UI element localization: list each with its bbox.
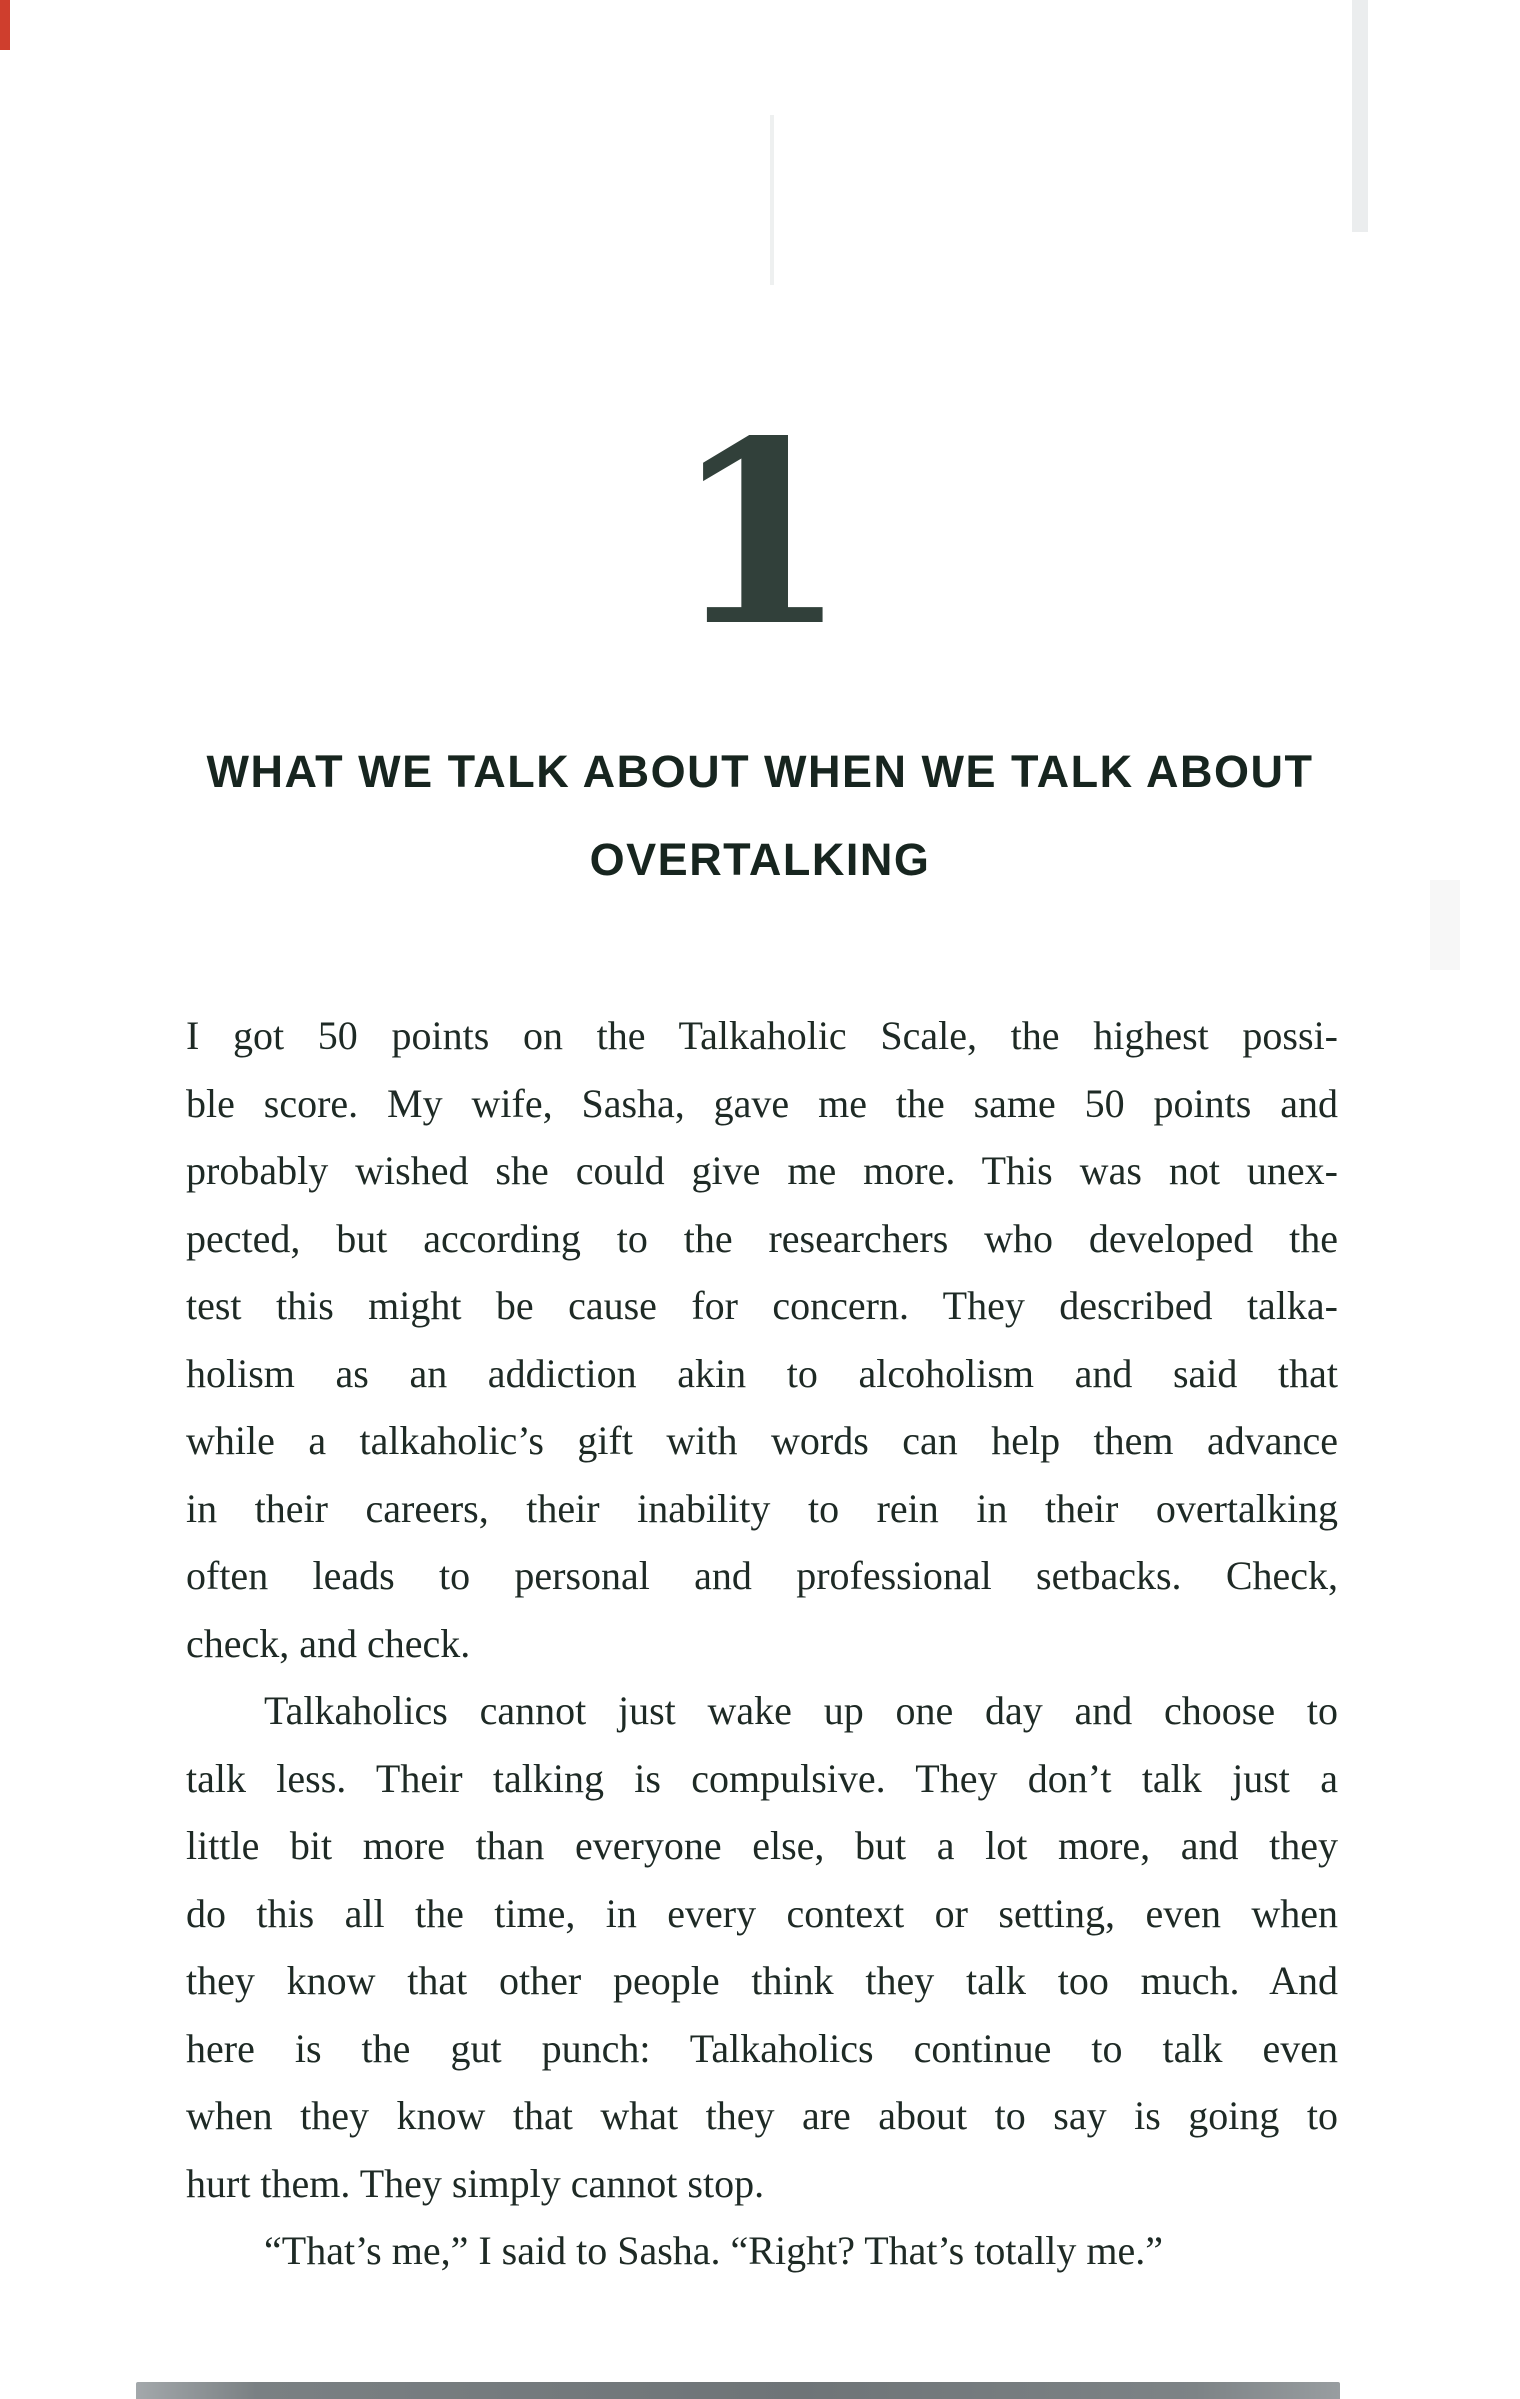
text-line: pected, but according to the researchers who developed the <box>186 1215 1338 1261</box>
paragraph <box>186 1677 1338 2217</box>
text-line: Talkaholics cannot just wake up one day and choose to <box>264 1688 1338 1733</box>
text-line: I got 50 points on the Talkaholic Scale, the highest possi- <box>186 1013 1338 1058</box>
body-text <box>186 1002 1338 2285</box>
text-line: in their careers, their inability to rein in their overtalking <box>186 1485 1338 1531</box>
chapter-title <box>0 728 1520 904</box>
chapter-title-line2: OVERTALKING <box>589 834 931 885</box>
text-line: probably wished she could give me more. This was not unex- <box>186 1148 1338 1193</box>
text-line: when they know that what they are about to say is going to <box>186 2093 1338 2138</box>
text-line: check, and check. <box>186 1620 471 1666</box>
paragraph <box>186 1002 1338 1677</box>
text-line: they know that other people think they talk too much. And <box>186 1958 1338 2003</box>
text-line: while a talkaholic’s gift with words can help them advance <box>186 1418 1338 1463</box>
text-line: hurt them. They simply cannot stop. <box>186 2160 765 2206</box>
scan-artifact-page-edge <box>1352 0 1368 232</box>
text-line: ble score. My wife, Sasha, gave me the same 50 points and <box>186 1080 1338 1126</box>
text-line: test this might be cause for concern. They described talka- <box>186 1283 1338 1328</box>
chapter-number: 1 <box>672 386 848 682</box>
paragraph <box>186 2217 1338 2285</box>
text-line: talk less. Their talking is compulsive. They don’t talk just a <box>186 1755 1338 1801</box>
text-line: little bit more than everyone else, but a lot more, and they <box>186 1823 1338 1868</box>
scan-artifact-red-mark <box>0 0 10 50</box>
text-line: here is the gut punch: Talkaholics continue to talk even <box>186 2025 1338 2071</box>
scan-artifact-fold-line <box>770 115 774 285</box>
scan-artifact-bottom-bar <box>136 2382 1340 2399</box>
text-line: “That’s me,” I said to Sasha. “Right? That’s totally me.” <box>264 2228 1164 2273</box>
text-line: holism as an addiction akin to alcoholism and said that <box>186 1350 1338 1396</box>
text-line: do this all the time, in every context or setting, even when <box>186 1890 1338 1936</box>
chapter-title-line1: WHAT WE TALK ABOUT WHEN WE TALK ABOUT <box>206 746 1314 797</box>
text-line: often leads to personal and professional setbacks. Check, <box>186 1553 1338 1598</box>
